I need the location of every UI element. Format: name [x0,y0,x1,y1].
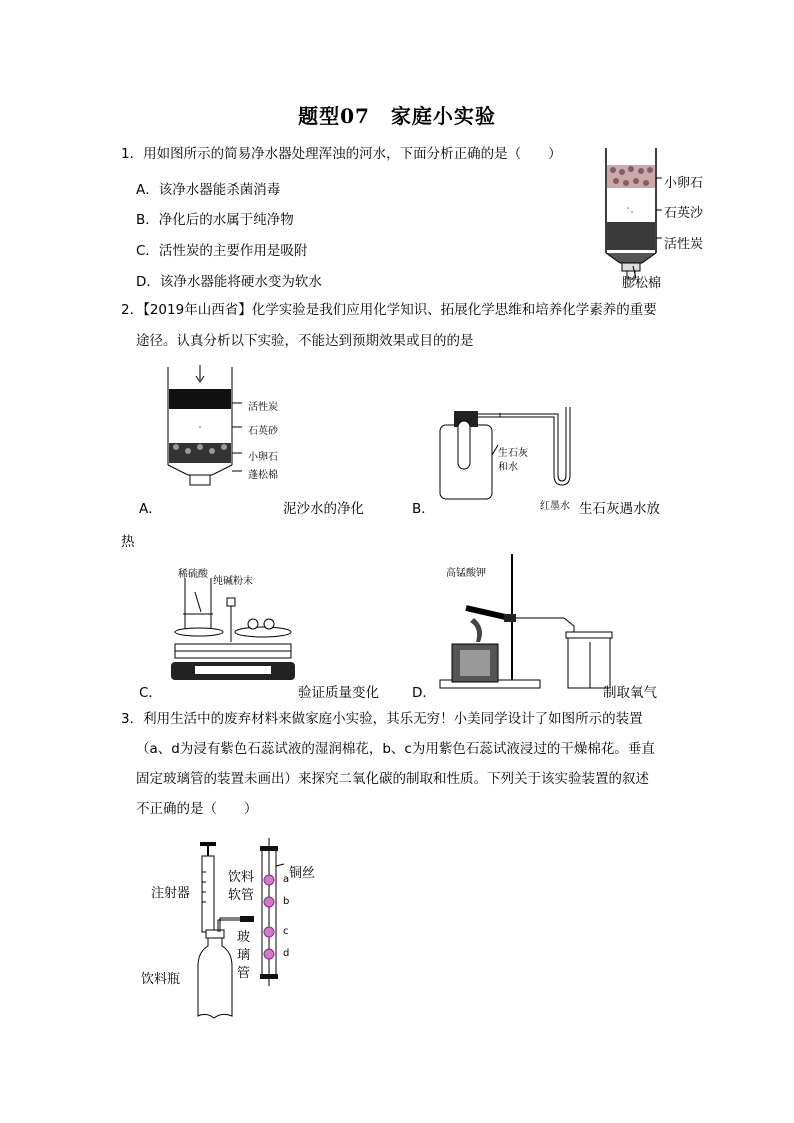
q3-label-straw2: 软管 [228,888,255,903]
q3-label-bottle: 饮料瓶 [141,972,181,987]
q2-c-balance-figure [165,572,305,692]
q2-d-caption: 制取氧气 [603,685,657,701]
q1-label-cotton: 膨松棉 [622,276,662,291]
q1-label-pebbles: 小卵石 [664,176,704,191]
q1-option-a: A．该净水器能杀菌消毒 [136,182,281,198]
q3-label-glass2: 璃 [237,948,251,963]
q2-a-caption: 泥沙水的净化 [283,501,364,517]
q2-b-caption-wrap: 热 [121,534,135,550]
q3-line4: 不正确的是（ ） [136,801,258,817]
q2-b-label-red-ink: 红墨水 [540,501,570,512]
q3-label-glass3: 管 [237,966,251,981]
q3-label-copper: 铜丝 [289,866,316,881]
q2-a-label-carbon: 活性炭 [248,402,278,413]
q2-a-label-quartz: 石英砂 [248,426,278,437]
q1-option-b: B．净化后的水属于纯净物 [136,212,294,228]
page-title: 题型07 家庭小实验 [298,104,496,128]
q3-line3: 固定玻璃管的装置未画出）来探究二氧化碳的制取和性质。下列关于该实验装置的叙述 [136,771,649,787]
q1-label-quartz: 石英沙 [664,206,704,221]
q1-option-c: C．活性炭的主要作用是吸附 [136,243,308,259]
q2-a-label-cotton: 蓬松棉 [248,470,278,481]
q3-label-d: d [283,948,290,959]
q2-b-label-water: 和水 [498,462,518,473]
q2-d-letter: D． [412,685,436,701]
q2-b-letter: B． [412,501,435,517]
q2-b-label-lime: 生石灰 [498,448,528,459]
q2-c-label-acid: 稀硫酸 [178,569,208,580]
q1-label-carbon: 活性炭 [664,237,704,252]
q3-label-c: c [283,926,289,937]
q2-c-label-soda: 纯碱粉末 [213,576,253,587]
q3-label-syringe: 注射器 [151,886,191,901]
q2-c-letter: C． [139,685,162,701]
q3-label-glass1: 玻 [237,930,251,945]
q3-label-a: a [283,874,290,885]
q2-b-caption: 生石灰遇水放 [579,501,660,517]
q2-stem-line2: 途径。认真分析以下实验，不能达到预期效果或目的的是 [136,333,474,349]
q2-d-label-kmno4: 高锰酸钾 [446,568,486,579]
q2-a-filter-figure [160,365,250,505]
q2-a-letter: A． [139,501,162,517]
q2-c-caption: 验证质量变化 [298,685,379,701]
q1-option-d: D．该净水器能将硬水变为软水 [136,274,322,290]
q1-stem: 1．用如图所示的简易净水器处理浑浊的河水，下面分析正确的是（ ） [121,146,562,162]
q2-a-label-pebbles: 小卵石 [248,452,278,463]
q3-label-b: b [283,896,290,907]
q3-label-straw1: 饮料 [228,870,255,885]
q2-stem-line1: 2．【2019年山西省】化学实验是我们应用化学知识、拓展化学思维和培养化学素养的重要 [121,302,657,318]
q3-line1: 3．利用生活中的废弃材料来做家庭小实验，其乐无穷！小美同学设计了如图所示的装置 [121,711,643,727]
q3-line2: （a、d为浸有紫色石蕊试液的湿润棉花，b、c为用紫色石蕊试液浸过的干燥棉花。垂直 [136,741,655,757]
